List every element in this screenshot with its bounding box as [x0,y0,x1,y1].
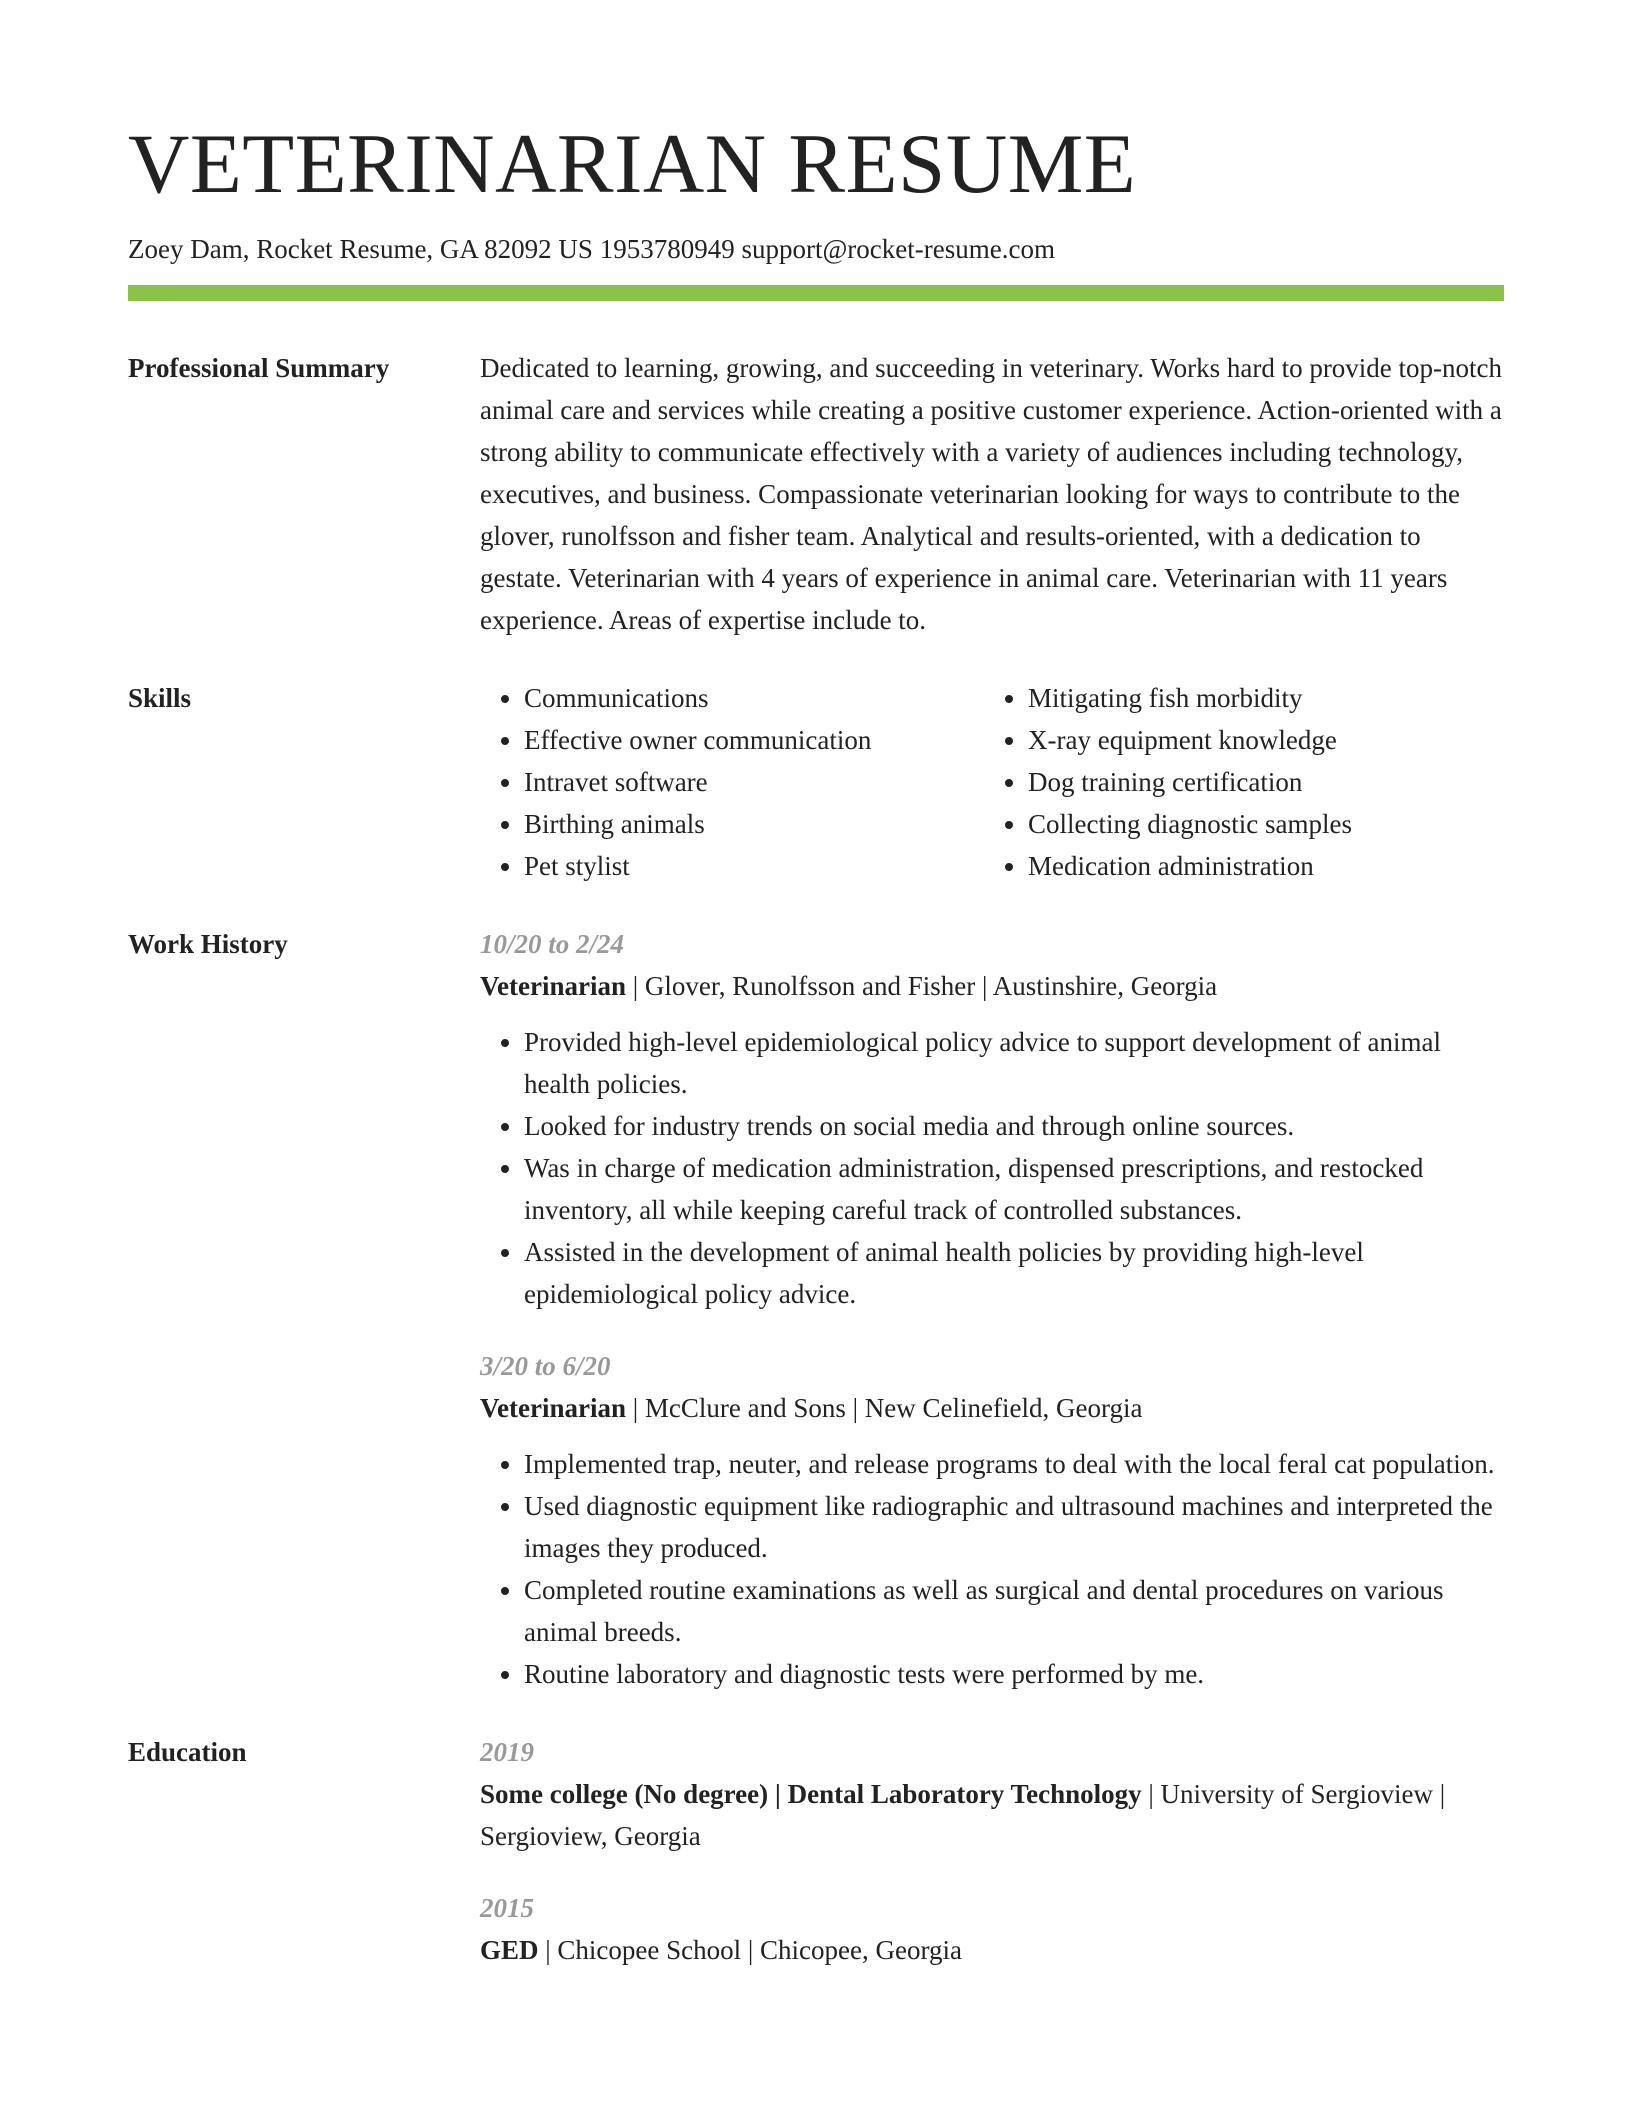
job-bullet: • Routine laboratory and diagnostic tests were performed by me. [524,1653,1504,1695]
summary-section [128,347,1504,641]
skill-item: • Birthing animals [524,803,984,845]
skills-list-left [480,677,984,887]
work-history-section [128,923,1504,1695]
job-bullet: • Used diagnostic equipment like radiographic and ultrasound machines and interpreted the images they produced. [524,1485,1504,1569]
skill-item: • Communications [524,677,984,719]
job-bullet: • Was in charge of medication administration, dispensed prescriptions, and restocked inventory, all while keeping careful track of controlled substances. [524,1147,1504,1231]
skills-columns [480,677,1504,887]
job-entry [480,923,1504,1315]
job-heading [480,1387,1504,1429]
job-role: Veterinarian [480,971,626,1002]
education-year: 2019 [480,1737,534,1768]
summary-label: Professional Summary [128,353,390,384]
job-employer: | McClure and Sons | New Celinefield, Georgia [625,1393,1143,1424]
skill-item: • Pet stylist [524,845,984,887]
skill-item: • Dog training certification [1028,761,1488,803]
header-divider [128,285,1504,301]
job-heading [480,965,1504,1007]
job-bullet: • Provided high-level epidemiological policy advice to support development of animal health policies. [524,1021,1504,1105]
skills-column-left [480,677,984,887]
skill-item: • Intravet software [524,761,984,803]
job-entry [480,1345,1504,1695]
education-body [480,1731,1504,1971]
education-label: Education [128,1737,247,1768]
skill-item: • Mitigating fish morbidity [1028,677,1488,719]
skill-item: • Collecting diagnostic samples [1028,803,1488,845]
education-heading [480,1929,1504,1971]
job-bullets [480,1021,1504,1315]
job-employer: | Glover, Runolfsson and Fisher | Austinshire, Georgia [625,971,1218,1002]
work-history-body [480,923,1504,1695]
summary-body [480,347,1504,641]
education-entry [480,1887,1504,1971]
job-dates: 3/20 to 6/20 [480,1351,611,1382]
skill-item: • X-ray equipment knowledge [1028,719,1488,761]
education-degree: Some college (No degree) | Dental Laboratory Technology [480,1779,1142,1810]
skills-body [480,677,1504,887]
job-bullet: • Completed routine examinations as well as surgical and dental procedures on various animal breeds. [524,1569,1504,1653]
job-bullet: • Assisted in the development of animal health policies by providing high-level epidemiological policy advice. [524,1231,1504,1315]
skills-section [128,677,1504,887]
summary-text: Dedicated to learning, growing, and succeeding in veterinary. Works hard to provide top-notch animal care and services while creating a positive customer experience. Action-oriented with a strong ability to communicate effectively with a variety of audiences including technology, executives, and business. Compassionate veterinarian looking for ways to contribute to the glover, runolfsson and fisher team. Analytical and results-oriented, with a dedication to gestate. Veterinarian with 4 years of experience in animal care. Veterinarian with 11 years experience. Areas of expertise include to. [480,353,1503,636]
job-role: Veterinarian [480,1393,626,1424]
resume-title: VETERINARIAN RESUME [128,117,1137,211]
job-bullet: • Looked for industry trends on social media and through online sources. [524,1105,1504,1147]
contact-line: Zoey Dam, Rocket Resume, GA 82092 US 1953780949 support@rocket-resume.com [128,234,1055,264]
skills-label: Skills [128,683,192,714]
skills-list-right [984,677,1488,887]
skills-column-right [984,677,1488,887]
skill-item: • Medication administration [1028,845,1488,887]
job-bullet: • Implemented trap, neuter, and release programs to deal with the local feral cat population. [524,1443,1504,1485]
education-year: 2015 [480,1893,534,1924]
education-school: | Chicopee School | Chicopee, Georgia [538,1935,962,1966]
education-entry [480,1731,1504,1857]
job-bullets [480,1443,1504,1695]
work-history-label: Work History [128,929,288,960]
education-section [128,1731,1504,1971]
education-degree: GED [480,1935,539,1966]
job-dates: 10/20 to 2/24 [480,929,625,960]
skill-item: • Effective owner communication [524,719,984,761]
education-heading [480,1773,1504,1857]
education-school: | University of Sergioview | Sergioview, Georgia [480,1779,1446,1852]
